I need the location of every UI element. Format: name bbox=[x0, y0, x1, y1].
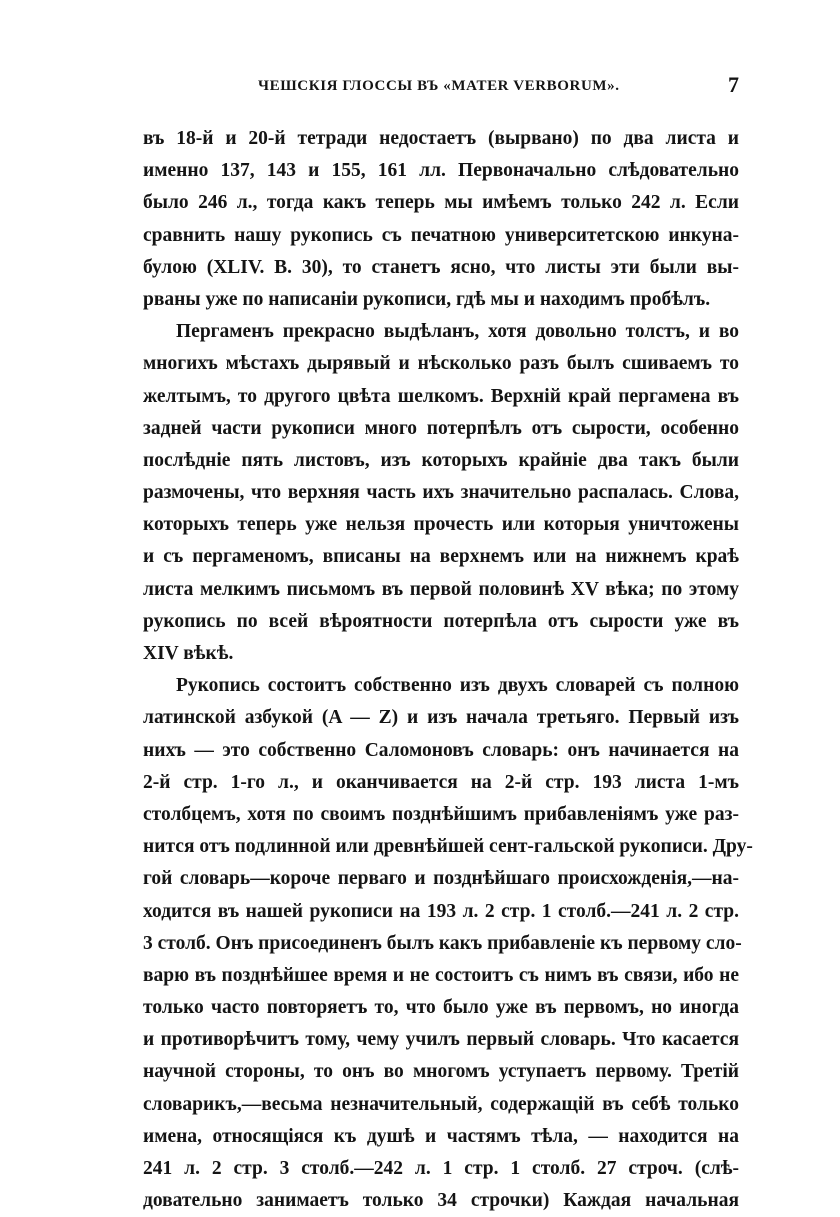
text-line: было 246 л., тогда какъ теперь мы имѣемъ только 242 л. Если bbox=[143, 192, 739, 214]
text-line: 2-й стр. 1-го л., и оканчивается на 2-й стр. 193 листа 1-мъ bbox=[143, 771, 739, 793]
body-text bbox=[143, 123, 753, 1217]
text-line: и съ пергаменомъ, вписаны на верхнемъ или на нижнемъ краѣ bbox=[143, 546, 739, 568]
text-line: варю въ позднѣйшее время и не состоитъ съ нимъ въ связи, ибо не bbox=[143, 964, 739, 986]
text-line: многихъ мѣстахъ дырявый и нѣсколько разъ былъ сшиваемъ то bbox=[143, 353, 739, 375]
text-line: рукопись по всей вѣроятности потерпѣла отъ сырости уже въ bbox=[143, 610, 739, 632]
text-line: нихъ — это собственно Саломоновъ словарь: онъ начинается на bbox=[143, 739, 739, 761]
text-line: имена, относящіяся къ душѣ и частямъ тѣла, — находится на bbox=[143, 1125, 739, 1147]
text-line: и противорѣчитъ тому, чему училъ первый словарь. Что касается bbox=[143, 1029, 739, 1051]
page-number: 7 bbox=[728, 72, 739, 97]
text-line: 241 л. 2 стр. 3 столб.—242 л. 1 стр. 1 столб. 27 строч. (слѣ- bbox=[143, 1158, 739, 1179]
text-line: послѣдніе пять листовъ, изъ которыхъ крайніе два такъ были bbox=[143, 449, 739, 471]
text-line: именно 137, 143 и 155, 161 лл. Первоначально слѣдовательно bbox=[143, 160, 739, 182]
text-line: въ 18-й и 20-й тетради недостаетъ (вырвано) по два листа и bbox=[143, 128, 739, 149]
text-line: только часто повторяетъ то, что было уже въ первомъ, но иногда bbox=[143, 997, 739, 1019]
text-line: научной стороны, то онъ во многомъ уступаетъ первому. Третій bbox=[143, 1061, 739, 1083]
text-line: латинской азбукой (A — Z) и изъ начала третьяго. Первый изъ bbox=[143, 707, 739, 729]
text-line: размочены, что верхняя часть ихъ значительно распалась. Слова, bbox=[143, 482, 739, 504]
text-line: Пергаменъ прекрасно выдѣланъ, хотя довольно толстъ, и во bbox=[176, 321, 739, 343]
text-line: столбцемъ, хотя по своимъ позднѣйшимъ прибавленіямъ уже раз- bbox=[143, 803, 739, 825]
text-line: довательно занимаетъ только 34 строчки) Каждая начальная bbox=[143, 1190, 739, 1212]
text-line: Рукопись состоитъ собственно изъ двухъ словарей съ полною bbox=[176, 675, 739, 697]
text-line: 3 столб. Онъ присоединенъ былъ какъ прибавленіе къ первому сло- bbox=[143, 932, 742, 954]
text-line: XIV вѣкѣ. bbox=[143, 643, 234, 664]
text-line: желтымъ, то другого цвѣта шелкомъ. Верхній край пергамена въ bbox=[143, 385, 739, 407]
text-line: булою (XLIV. B. 30), то станетъ ясно, что листы эти были вы- bbox=[143, 256, 739, 278]
paragraph-3 bbox=[143, 670, 753, 1217]
text-line: словарикъ,—весьма незначительный, содержащій въ себѣ только bbox=[143, 1093, 739, 1115]
text-line: которыхъ теперь уже нельзя прочесть или которыя уничтожены bbox=[143, 514, 739, 536]
text-line: задней части рукописи много потерпѣлъ отъ сырости, особенно bbox=[143, 417, 739, 439]
running-title: ЧЕШСКІЯ ГЛОССЫ ВЪ «MATER VERBORUM». bbox=[258, 78, 620, 94]
paragraph-1 bbox=[143, 123, 739, 316]
text-line: гой словарь—короче перваго и позднѣйшаго происхожденія,—на- bbox=[143, 868, 739, 890]
text-line: нится отъ подлинной или древнѣйшей сент-гальской рукописи. Дру- bbox=[143, 836, 753, 858]
text-line: сравнить нашу рукопись съ печатною университетскою инкуна- bbox=[143, 224, 739, 246]
paragraph-2 bbox=[143, 316, 739, 670]
text-line: листа мелкимъ письмомъ въ первой половинѣ XV вѣка; по этому bbox=[143, 578, 739, 600]
text-line: рваны уже по написаніи рукописи, гдѣ мы и находимъ пробѣлъ. bbox=[143, 288, 711, 310]
text-line: ходится въ нашей рукописи на 193 л. 2 стр. 1 столб.—241 л. 2 стр. bbox=[143, 900, 739, 922]
